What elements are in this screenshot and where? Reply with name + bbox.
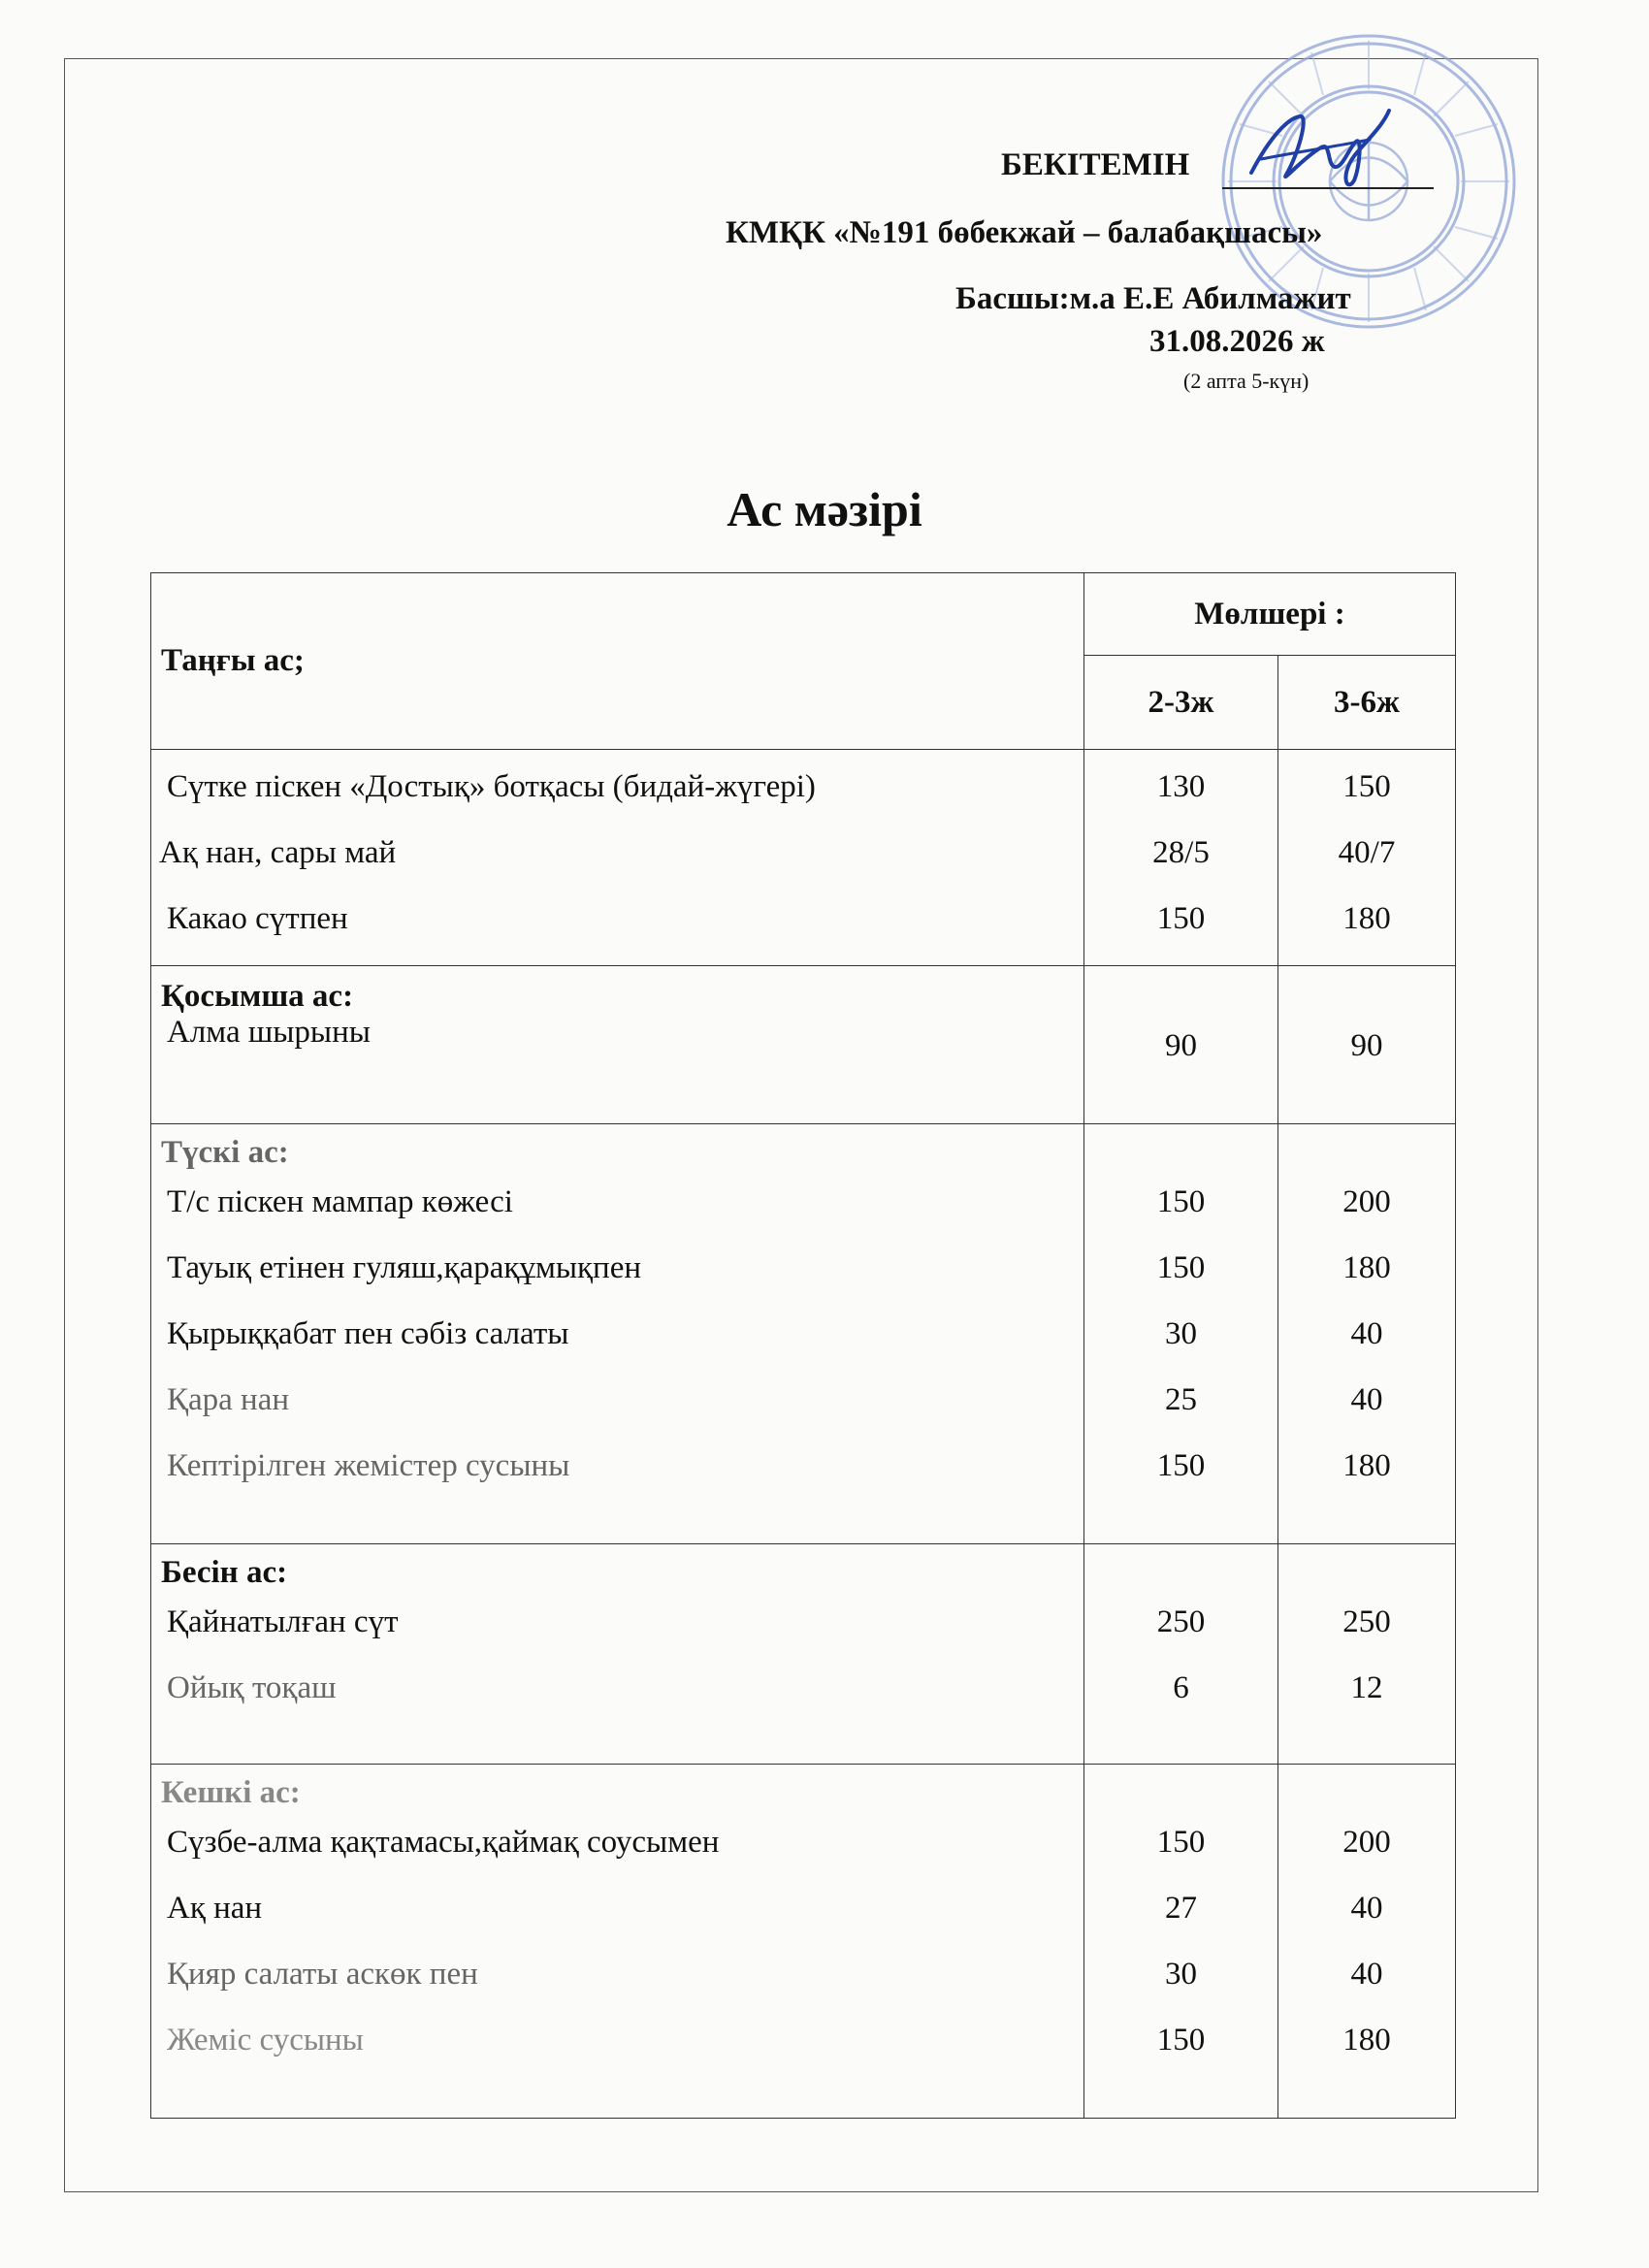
section-dinner-label: Кешкі ас: — [161, 1775, 301, 1810]
qty-3-6: 200 — [1342, 1825, 1391, 1860]
qty-2-3: 30 — [1165, 1316, 1197, 1351]
age-header-2-3: 2-3ж — [1084, 656, 1278, 750]
qty-2-3: 150 — [1156, 2023, 1206, 2057]
menu-item: Ақ нан — [167, 1891, 263, 1926]
section-afternoon-label: Бесін ас: — [161, 1555, 288, 1590]
qty-2-3: 150 — [1156, 1448, 1206, 1483]
qty-3-6: 40/7 — [1338, 835, 1396, 870]
menu-item: Ақ нан, сары май — [159, 835, 397, 870]
qty-3-6: 40 — [1350, 1382, 1383, 1417]
section-breakfast — [151, 750, 1456, 966]
qty-2-3: 6 — [1173, 1670, 1189, 1705]
qty-3-6: 40 — [1350, 1891, 1383, 1926]
menu-item: Қайнатылған сүт — [167, 1604, 399, 1639]
approval-date: 31.08.2026 ж — [1149, 324, 1325, 359]
qty-2-3: 90 — [1165, 1028, 1197, 1063]
menu-item: Қара нан — [167, 1382, 290, 1417]
qty-2-3: 27 — [1165, 1891, 1197, 1926]
section-snack — [151, 966, 1456, 1124]
menu-item: Ойық тоқаш — [167, 1670, 337, 1705]
week-day-note: (2 апта 5-күн) — [1183, 369, 1310, 393]
head-name: Басшы:м.а Е.Е Абилмажит — [955, 281, 1351, 316]
qty-2-3: 150 — [1156, 1184, 1206, 1219]
qty-2-3: 130 — [1156, 769, 1206, 804]
age-header-3-6: 3-6ж — [1278, 656, 1456, 750]
qty-2-3: 28/5 — [1152, 835, 1210, 870]
organization-name: КМҚК «№191 бөбекжай – балабақшасы» — [726, 215, 1323, 250]
menu-item: Алма шырыны — [167, 1015, 371, 1050]
section-lunch — [151, 1124, 1456, 1544]
qty-3-6: 12 — [1350, 1670, 1383, 1705]
menu-item: Жеміс сусыны — [167, 2023, 364, 2057]
qty-3-6: 250 — [1342, 1604, 1391, 1639]
page-title: Ас мәзірі — [727, 482, 922, 536]
section-breakfast-label: Таңғы ас; — [151, 573, 1084, 750]
qty-3-6: 200 — [1342, 1184, 1391, 1219]
menu-item: Кептірілген жемістер сусыны — [167, 1448, 570, 1483]
menu-item: Сүтке піскен «Достық» ботқасы (бидай-жүгері) — [167, 769, 816, 804]
menu-table — [150, 572, 1456, 2119]
qty-3-6: 180 — [1342, 1448, 1391, 1483]
section-lunch-label: Түскі ас: — [161, 1135, 289, 1170]
qty-3-6: 180 — [1342, 1250, 1391, 1285]
qty-2-3: 150 — [1156, 901, 1206, 936]
section-afternoon — [151, 1544, 1456, 1765]
signature-line — [1222, 187, 1434, 189]
qty-2-3: 250 — [1156, 1604, 1206, 1639]
quantity-header: Мөлшері : — [1084, 573, 1456, 656]
qty-3-6: 180 — [1342, 901, 1391, 936]
qty-3-6: 90 — [1350, 1028, 1383, 1063]
qty-2-3: 25 — [1165, 1382, 1197, 1417]
section-dinner — [151, 1765, 1456, 2119]
qty-3-6: 40 — [1350, 1957, 1383, 1992]
qty-3-6: 150 — [1342, 769, 1391, 804]
approve-label: БЕКІТЕМІН — [1001, 147, 1190, 182]
menu-item: Сүзбе-алма қақтамасы,қаймақ соусымен — [167, 1825, 720, 1860]
qty-3-6: 40 — [1350, 1316, 1383, 1351]
qty-2-3: 150 — [1156, 1250, 1206, 1285]
qty-2-3: 150 — [1156, 1825, 1206, 1860]
menu-item: Қияр салаты аскөк пен — [167, 1957, 478, 1992]
menu-item: Т/с піскен мампар көжесі — [167, 1184, 513, 1219]
qty-2-3: 30 — [1165, 1957, 1197, 1992]
section-snack-label: Қосымша ас: — [161, 979, 354, 1014]
menu-item: Какао сүтпен — [167, 901, 348, 936]
qty-3-6: 180 — [1342, 2023, 1391, 2057]
menu-item: Қырыққабат пен сәбіз салаты — [167, 1316, 569, 1351]
menu-item: Тауық етінен гуляш,қарақұмықпен — [167, 1250, 642, 1285]
